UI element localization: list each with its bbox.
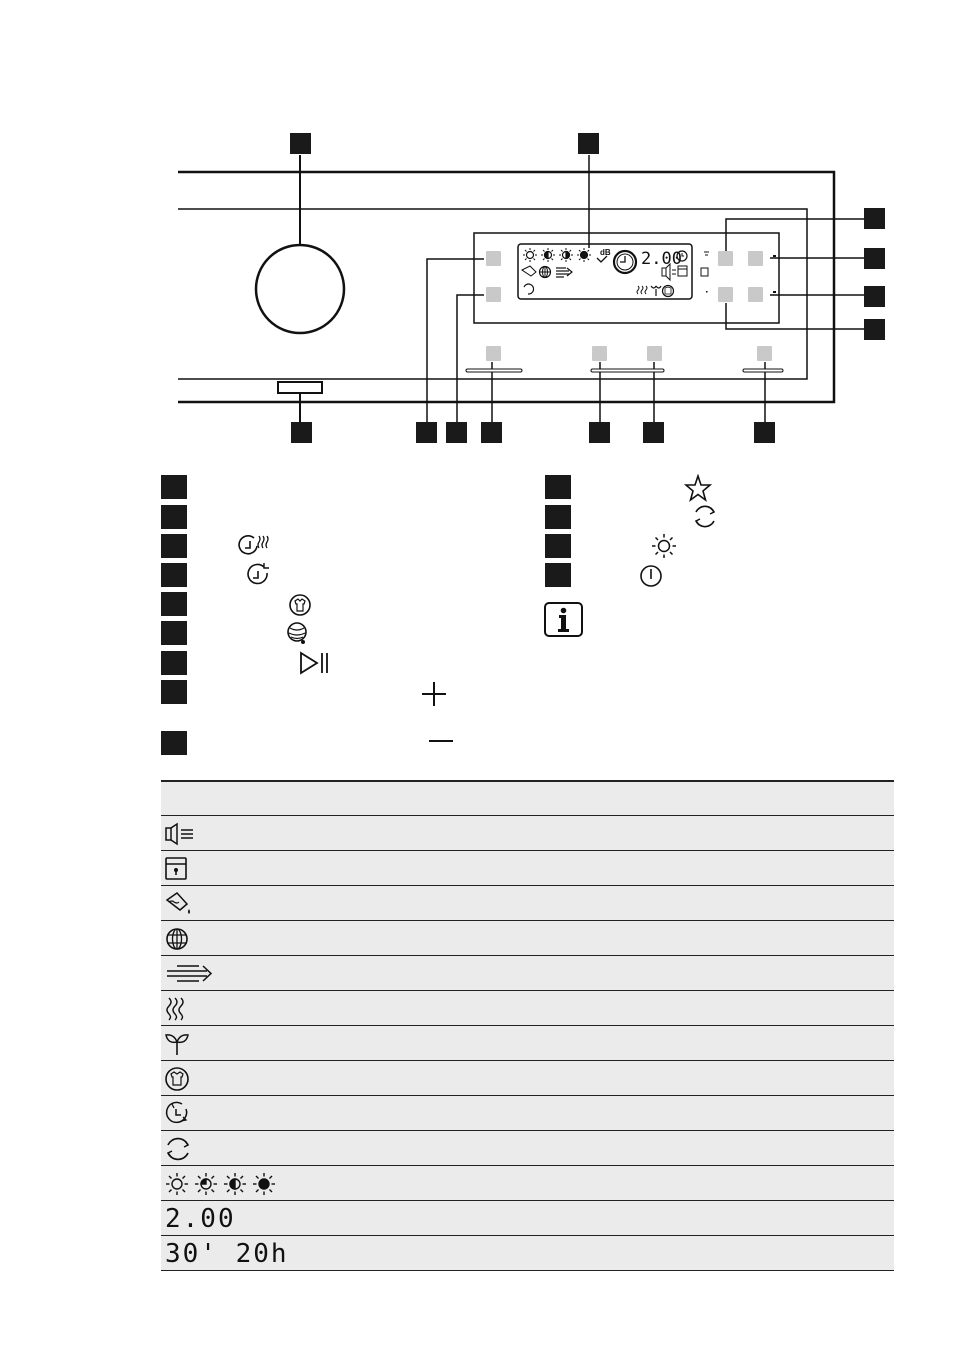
anti-crease-icon bbox=[690, 503, 720, 531]
child-lock-icon bbox=[163, 855, 193, 883]
buzzer-icon bbox=[163, 820, 197, 848]
delay-start-button[interactable] bbox=[486, 287, 501, 302]
panel-frame bbox=[178, 172, 834, 402]
callout-right-3 bbox=[864, 286, 885, 307]
time-dry-icon bbox=[238, 532, 278, 562]
star-icon bbox=[684, 474, 712, 502]
water-container-icon bbox=[163, 890, 195, 918]
legend-marker bbox=[161, 563, 187, 587]
time-dry-button[interactable] bbox=[486, 251, 501, 266]
table-row bbox=[161, 1166, 894, 1201]
callout-bottom-2 bbox=[446, 422, 467, 443]
table-row bbox=[161, 1096, 894, 1131]
fan-icon bbox=[163, 1030, 193, 1058]
dryness-button[interactable] bbox=[718, 287, 733, 302]
start-pause-icon bbox=[298, 650, 332, 678]
legend-marker bbox=[161, 731, 187, 755]
heat-icon bbox=[163, 995, 189, 1023]
table-row bbox=[161, 1026, 894, 1061]
seg-display-range bbox=[165, 1240, 289, 1268]
legend-marker bbox=[545, 505, 571, 529]
callout-bottom-6 bbox=[754, 422, 775, 443]
globe-icon bbox=[163, 925, 193, 953]
legend-marker bbox=[161, 621, 187, 645]
display-symbols-table bbox=[161, 780, 894, 1271]
seg-display-range-text: 30' 20h bbox=[165, 1239, 289, 1269]
legend-marker bbox=[161, 592, 187, 616]
legend-marker bbox=[161, 534, 187, 558]
wool-button[interactable] bbox=[592, 346, 607, 361]
callout-bottom-4 bbox=[589, 422, 610, 443]
dryness-levels-icon bbox=[163, 1170, 279, 1198]
table-row bbox=[161, 851, 894, 886]
table-header-row bbox=[161, 780, 894, 816]
control-panel-diagram bbox=[0, 0, 954, 460]
callout-right-2 bbox=[864, 248, 885, 269]
callout-bottom-1 bbox=[416, 422, 437, 443]
table-row bbox=[161, 886, 894, 921]
anti-crease-icon bbox=[163, 1135, 195, 1163]
plus-icon bbox=[420, 680, 448, 708]
wool-icon bbox=[284, 620, 312, 646]
legend-marker bbox=[161, 680, 187, 704]
callout-right-1 bbox=[864, 208, 885, 229]
info-icon bbox=[544, 602, 584, 638]
seg-display-time-text: 2.00 bbox=[165, 1204, 236, 1234]
callout-bottom-3 bbox=[481, 422, 502, 443]
table-row bbox=[161, 991, 894, 1026]
table-row bbox=[161, 816, 894, 851]
dryness-icon bbox=[650, 532, 678, 560]
time-icon bbox=[163, 1100, 193, 1128]
start-pause-button[interactable] bbox=[647, 346, 662, 361]
table-row bbox=[161, 956, 894, 991]
slot-opening bbox=[278, 382, 322, 393]
delay-start-icon bbox=[244, 562, 274, 590]
programme-knob bbox=[256, 245, 344, 333]
seg-display-time bbox=[165, 1205, 236, 1233]
callout-bottom-5 bbox=[643, 422, 664, 443]
legend-marker bbox=[161, 651, 187, 675]
delicate-button[interactable] bbox=[486, 346, 501, 361]
table-row bbox=[161, 921, 894, 956]
lcd-time: 2.00 bbox=[641, 249, 682, 269]
legend-marker bbox=[545, 563, 571, 587]
minus-icon bbox=[426, 734, 456, 748]
legend-marker bbox=[161, 475, 187, 499]
shirt-icon bbox=[163, 1065, 193, 1093]
shirt-icon bbox=[287, 592, 315, 618]
table-row bbox=[161, 1201, 894, 1236]
lcd-db-label: dB bbox=[600, 248, 611, 257]
plus-button[interactable] bbox=[757, 346, 772, 361]
legend-marker bbox=[545, 475, 571, 499]
on-off-button[interactable] bbox=[748, 287, 763, 302]
callout-knob bbox=[290, 133, 311, 154]
table-row bbox=[161, 1131, 894, 1166]
anti-crease-button[interactable] bbox=[748, 251, 763, 266]
callout-slot bbox=[291, 422, 312, 443]
legend-marker bbox=[161, 505, 187, 529]
table-row bbox=[161, 1236, 894, 1271]
wind-icon bbox=[163, 960, 215, 988]
favourite-button[interactable] bbox=[718, 251, 733, 266]
legend-marker bbox=[545, 534, 571, 558]
callout-right-4 bbox=[864, 319, 885, 340]
on-off-icon bbox=[637, 562, 665, 590]
table-row bbox=[161, 1061, 894, 1096]
callout-display bbox=[578, 133, 599, 154]
